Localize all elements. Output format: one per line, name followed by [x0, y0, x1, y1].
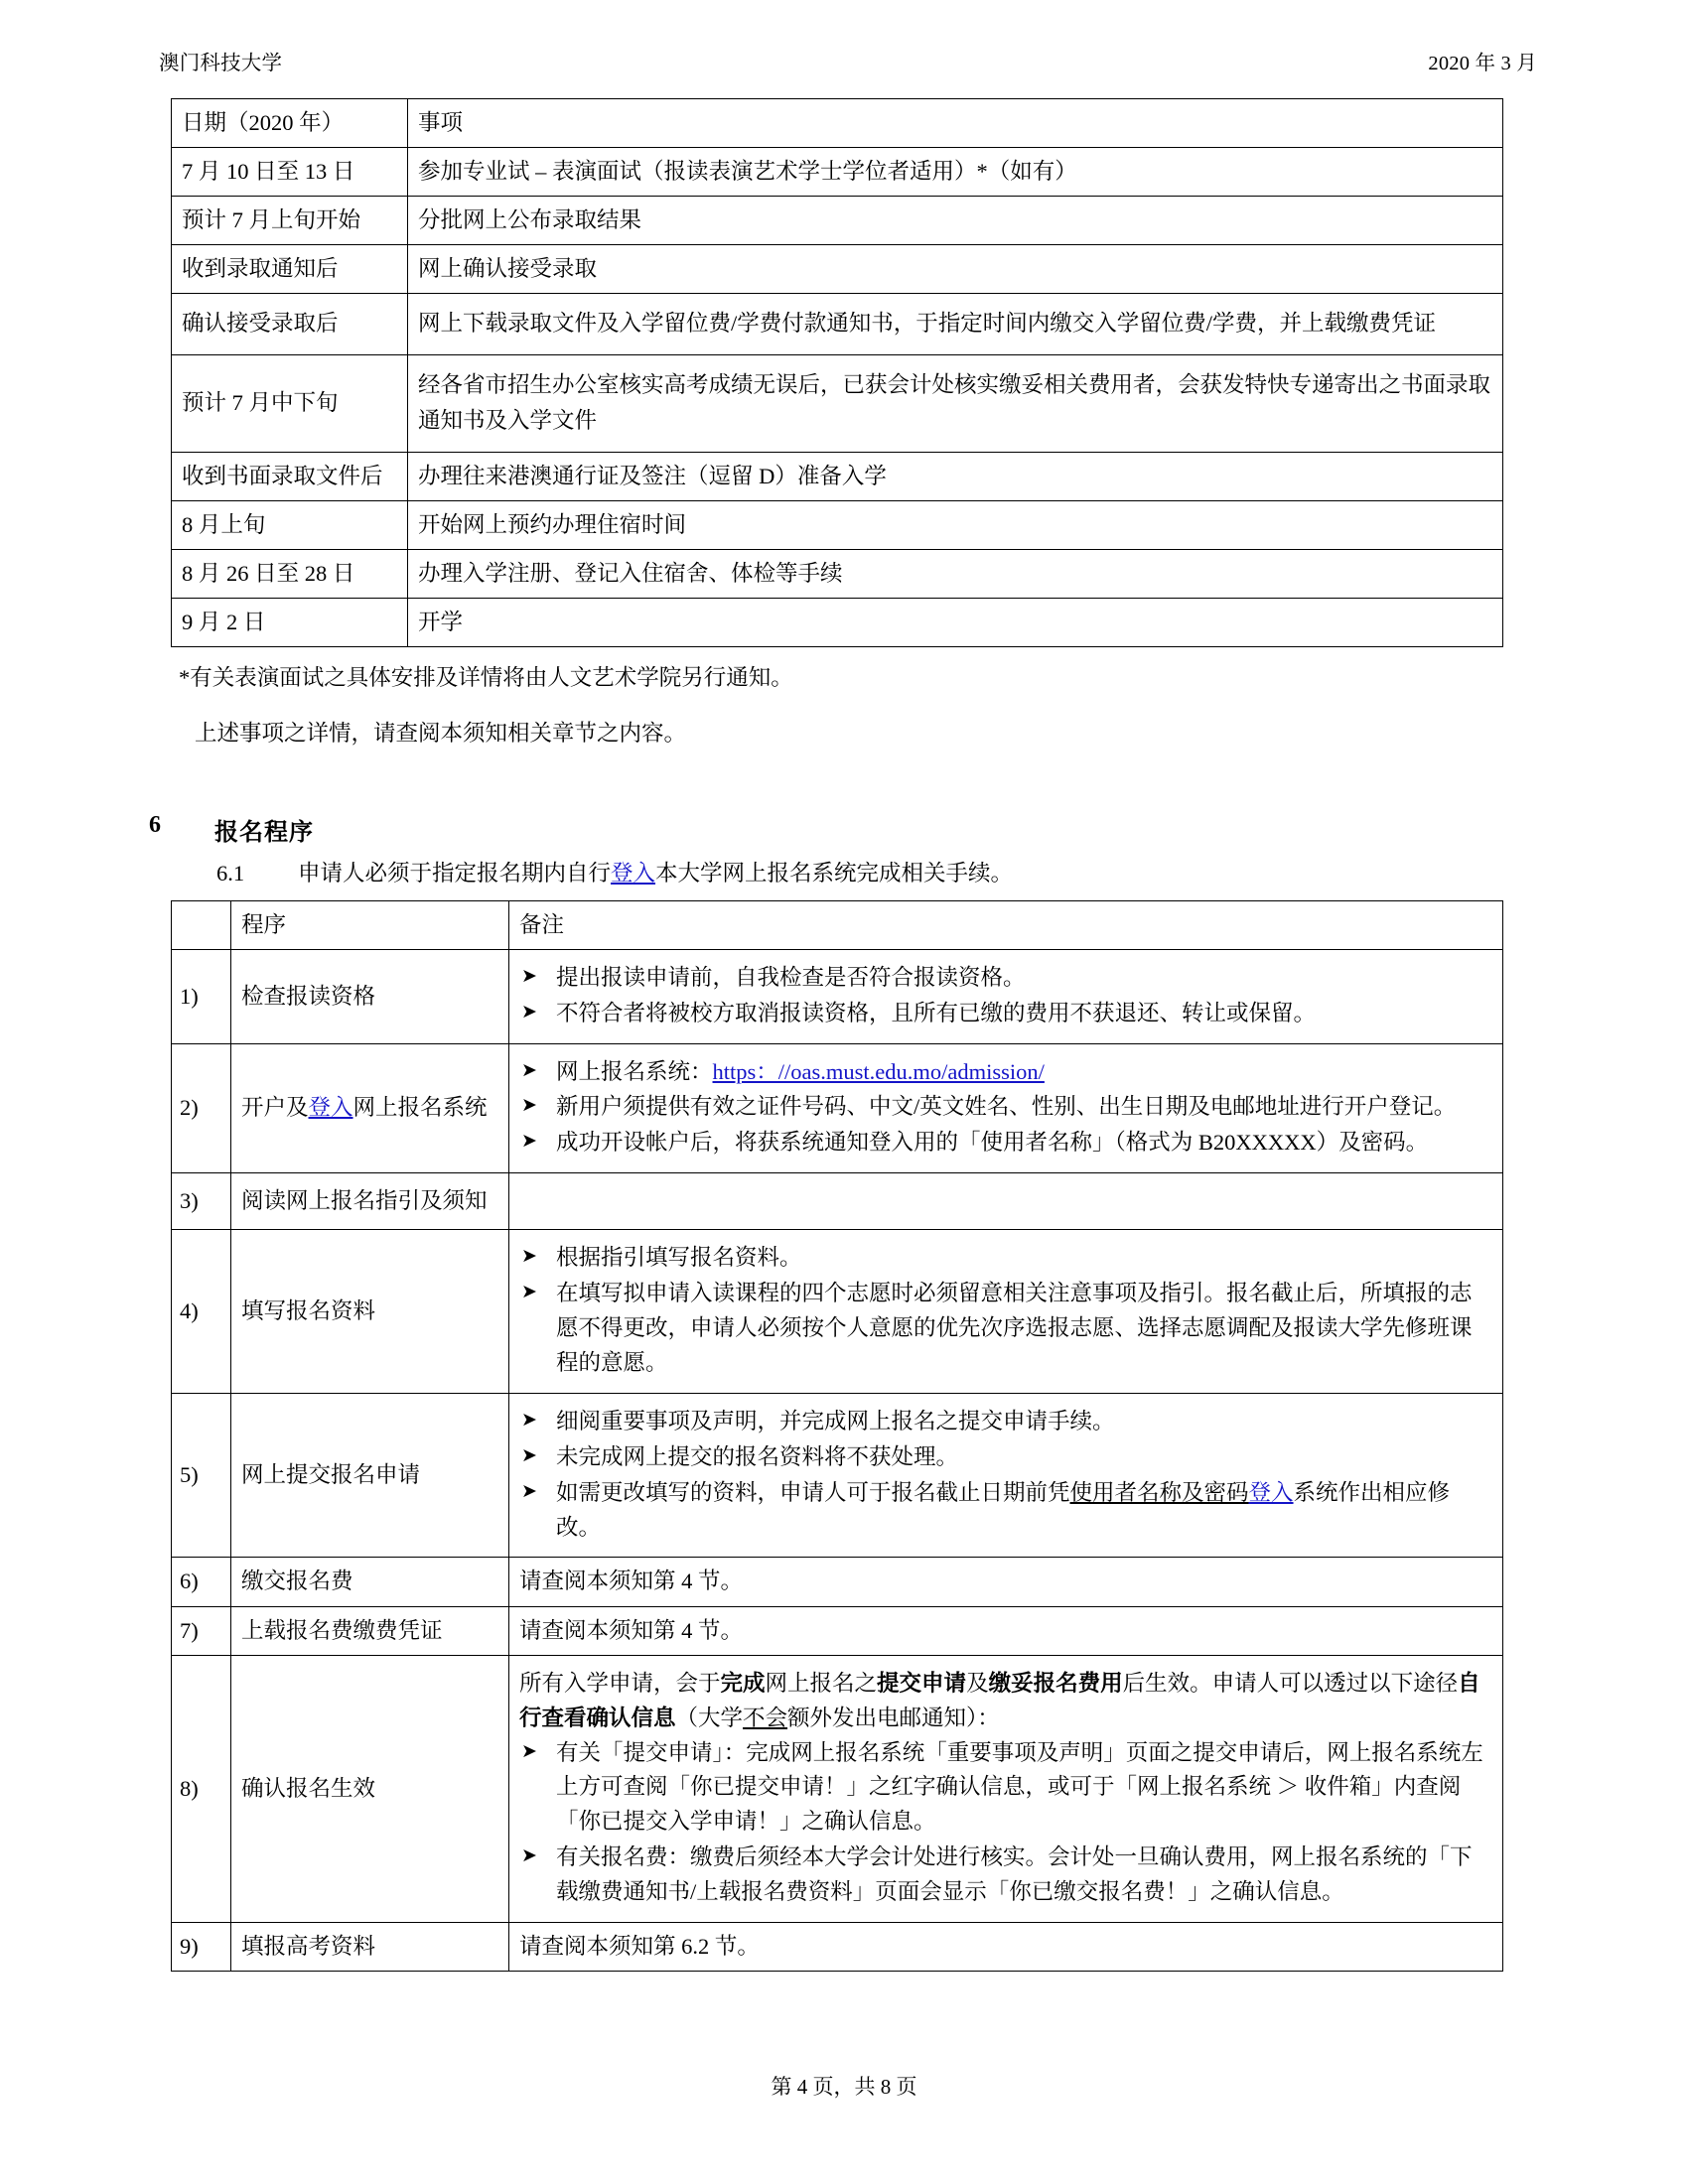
cell-item: 网上下载录取文件及入学留位费/学费付款通知书，于指定时间内缴交入学留位费/学费，并上载缴费凭证 — [408, 294, 1503, 354]
column-header-index — [172, 900, 231, 949]
bullet-list — [519, 1055, 1492, 1161]
cell-item: 经各省市招生办公室核实高考成绩无误后，已获会计处核实缴妥相关费用者，会获发特快专递寄出之书面录取通知书及入学文件 — [408, 354, 1503, 452]
cell-index: 2) — [172, 1043, 231, 1173]
table-row — [172, 1606, 1503, 1655]
section-heading — [149, 812, 1539, 847]
table-row — [172, 550, 1503, 599]
table-row — [172, 1922, 1503, 1971]
table-row — [172, 196, 1503, 244]
table-row — [172, 1230, 1503, 1394]
table-row — [172, 147, 1503, 196]
intro-text-6: 额外发出电邮通知）： — [787, 1705, 1000, 1730]
intro-text-4: 后生效。申请人可以透过以下途径 — [1122, 1670, 1459, 1696]
cell-date: 收到录取通知后 — [172, 245, 408, 294]
username-password-underline: 使用者名称及密码 — [1069, 1479, 1249, 1505]
cell-item: 开始网上预约办理住宿时间 — [408, 500, 1503, 549]
cell-item: 网上确认接受录取 — [408, 245, 1503, 294]
intro-bold-3: 缴妥报名费用 — [988, 1670, 1123, 1696]
intro-text-2: 网上报名之 — [765, 1670, 878, 1696]
cell-remarks: 请查阅本须知第 4 节。 — [509, 1558, 1503, 1606]
cell-remarks — [509, 1230, 1503, 1394]
table-header-row — [172, 98, 1503, 147]
table-row — [172, 1558, 1503, 1606]
table-row — [172, 294, 1503, 354]
intro-bold-1: 完成 — [720, 1670, 766, 1696]
table-header-row — [172, 900, 1503, 949]
table-row — [172, 599, 1503, 647]
list-item: ➤ 新用户须提供有效之证件号码、中文/英文姓名、性别、出生日期及电邮地址进行开户登记。 — [519, 1090, 1492, 1125]
intro-underline-1: 不会 — [743, 1705, 788, 1730]
remarks-intro — [519, 1667, 1492, 1736]
note-see-relevant-sections: 上述事项之详情，请查阅本须知相关章节之内容。 — [195, 721, 687, 747]
intro-bold-2: 提交申请 — [877, 1670, 967, 1696]
cell-remarks — [509, 949, 1503, 1043]
page-footer: 第 4 页，共 8 页 — [771, 2075, 917, 2099]
bullet-text-2: 系统作出相应修改。 — [556, 1479, 1451, 1540]
cell-procedure: 阅读网上报名指引及须知 — [231, 1173, 509, 1230]
cell-procedure: 网上提交报名申请 — [231, 1393, 509, 1558]
table-row — [172, 1173, 1503, 1230]
footnote-performance-interview: *有关表演面试之具体安排及详情将由人文艺术学院另行通知。 — [179, 665, 793, 691]
cell-item: 办理入学注册、登记入住宿舍、体检等手续 — [408, 550, 1503, 599]
list-item: ➤ 不符合者将被校方取消报读资格，且所有已缴的费用不获退还、转让或保留。 — [519, 997, 1492, 1031]
cell-item: 办理往来港澳通行证及签注（逗留 D）准备入学 — [408, 452, 1503, 500]
running-head-left: 澳门科技大学 — [159, 53, 283, 74]
list-item: ➤ 成功开设帐户后，将获系统通知登入用的「使用者名称」（格式为 B20XXXXX）及密码。 — [519, 1126, 1492, 1160]
table-row — [172, 949, 1503, 1043]
cell-remarks: 请查阅本须知第 4 节。 — [509, 1606, 1503, 1655]
cell-remarks: 请查阅本须知第 6.2 节。 — [509, 1922, 1503, 1971]
cell-index: 5) — [172, 1393, 231, 1558]
table-row — [172, 1043, 1503, 1173]
list-item: ➤ 未完成网上提交的报名资料将不获处理。 — [519, 1440, 1492, 1475]
cell-item: 开学 — [408, 599, 1503, 647]
intro-text-5: （大学 — [675, 1705, 744, 1730]
login-link[interactable]: 登入 — [308, 1095, 353, 1121]
cell-remarks — [509, 1173, 1503, 1230]
cell-index: 7) — [172, 1606, 231, 1655]
table-row — [172, 245, 1503, 294]
cell-index: 3) — [172, 1173, 231, 1230]
cell-date: 预计 7 月上旬开始 — [172, 196, 408, 244]
bullet-list — [519, 1736, 1492, 1910]
list-item: ➤ 提出报读申请前，自我检查是否符合报读资格。 — [519, 961, 1492, 996]
login-link[interactable]: 登入 — [611, 860, 656, 886]
cell-procedure: 确认报名生效 — [231, 1655, 509, 1922]
list-item: ➤ 根据指引填写报名资料。 — [519, 1241, 1492, 1276]
table-row — [172, 452, 1503, 500]
list-item: ➤ 有关报名费：缴费后须经本大学会计处进行核实。会计处一旦确认费用，网上报名系统的「下载缴费通知书/上载报名费资料」页面会显示「你已缴交报名费！」之确认信息。 — [519, 1841, 1492, 1910]
section-title: 报名程序 — [214, 819, 314, 846]
column-header-procedure: 程序 — [231, 900, 509, 949]
cell-procedure: 填写报名资料 — [231, 1230, 509, 1394]
list-item: ➤ 有关「提交申请」：完成网上报名系统「重要事项及声明」页面之提交申请后，网上报名系统左上方可查阅「你已提交申请！」之红字确认信息，或可于「网上报名系统 ＞ 收件箱」内查阅「你已提交入学申请！」之确认信息。 — [519, 1736, 1492, 1841]
cell-procedure — [231, 1043, 509, 1173]
admission-system-link[interactable]: https：//oas.must.edu.mo/admission/ — [712, 1058, 1045, 1084]
cell-date: 9 月 2 日 — [172, 599, 408, 647]
cell-remarks — [509, 1393, 1503, 1558]
running-head-right: 2020 年 3 月 — [1428, 53, 1537, 74]
list-item: ➤ 在填写拟申请入读课程的四个志愿时必须留意相关注意事项及指引。报名截止后，所填报的志愿不得更改，申请人必须按个人意愿的优先次序选报志愿、选择志愿调配及报读大学先修班课程的意愿。 — [519, 1277, 1492, 1381]
table-row — [172, 500, 1503, 549]
cell-procedure: 上载报名费缴费凭证 — [231, 1606, 509, 1655]
list-item-modify-data — [519, 1476, 1492, 1546]
cell-item: 分批网上公布录取结果 — [408, 196, 1503, 244]
bullet-prefix: 网上报名系统： — [556, 1058, 713, 1084]
procedure-text-part2: 网上报名系统 — [352, 1095, 488, 1121]
cell-date: 8 月 26 日至 28 日 — [172, 550, 408, 599]
schedule-table — [171, 98, 1503, 648]
table-row — [172, 354, 1503, 452]
cell-item: 参加专业试 – 表演面试（报读表演艺术学士学位者适用）*（如有） — [408, 147, 1503, 196]
list-item-registration-url — [519, 1055, 1492, 1090]
cell-index: 9) — [172, 1922, 231, 1971]
cell-index: 1) — [172, 949, 231, 1043]
cell-procedure: 缴交报名费 — [231, 1558, 509, 1606]
procedure-table — [171, 900, 1503, 1972]
cell-remarks — [509, 1655, 1503, 1922]
intro-bold-4: 自行查看确认信息 — [519, 1670, 1480, 1730]
subsection-text-part2: 本大学网上报名系统完成相关手续。 — [655, 860, 1014, 886]
cell-date: 确认接受录取后 — [172, 294, 408, 354]
column-header-date: 日期（2020 年） — [172, 98, 408, 147]
bullet-list — [519, 1405, 1492, 1546]
intro-text-3: 及 — [966, 1670, 989, 1696]
table-row — [172, 1393, 1503, 1558]
cell-procedure: 检查报读资格 — [231, 949, 509, 1043]
subsection-number: 6.1 — [216, 860, 245, 886]
bullet-list — [519, 1241, 1492, 1381]
subsection-text-part1: 申请人必须于指定报名期内自行 — [298, 860, 612, 886]
intro-text-1: 所有入学申请，会于 — [519, 1670, 721, 1696]
subsection-text — [298, 857, 1013, 890]
cell-index: 4) — [172, 1230, 231, 1394]
running-head — [149, 52, 1539, 76]
cell-date: 预计 7 月中下旬 — [172, 354, 408, 452]
section-number: 6 — [149, 811, 161, 838]
login-link[interactable]: 登入 — [1248, 1479, 1294, 1505]
bullet-list — [519, 961, 1492, 1031]
column-header-remarks: 备注 — [509, 900, 1503, 949]
cell-index: 6) — [172, 1558, 231, 1606]
list-item: ➤ 细阅重要事项及声明，并完成网上报名之提交申请手续。 — [519, 1405, 1492, 1439]
column-header-item: 事项 — [408, 98, 1503, 147]
cell-date: 收到书面录取文件后 — [172, 452, 408, 500]
subsection-6-1 — [216, 857, 1539, 890]
cell-remarks — [509, 1043, 1503, 1173]
cell-date: 7 月 10 日至 13 日 — [172, 147, 408, 196]
bullet-text-1: 如需更改填写的资料，申请人可于报名截止日期前凭 — [556, 1479, 1070, 1505]
cell-procedure: 填报高考资料 — [231, 1922, 509, 1971]
cell-index: 8) — [172, 1655, 231, 1922]
cell-date: 8 月上旬 — [172, 500, 408, 549]
table-row — [172, 1655, 1503, 1922]
procedure-text-part1: 开户及 — [241, 1095, 309, 1121]
